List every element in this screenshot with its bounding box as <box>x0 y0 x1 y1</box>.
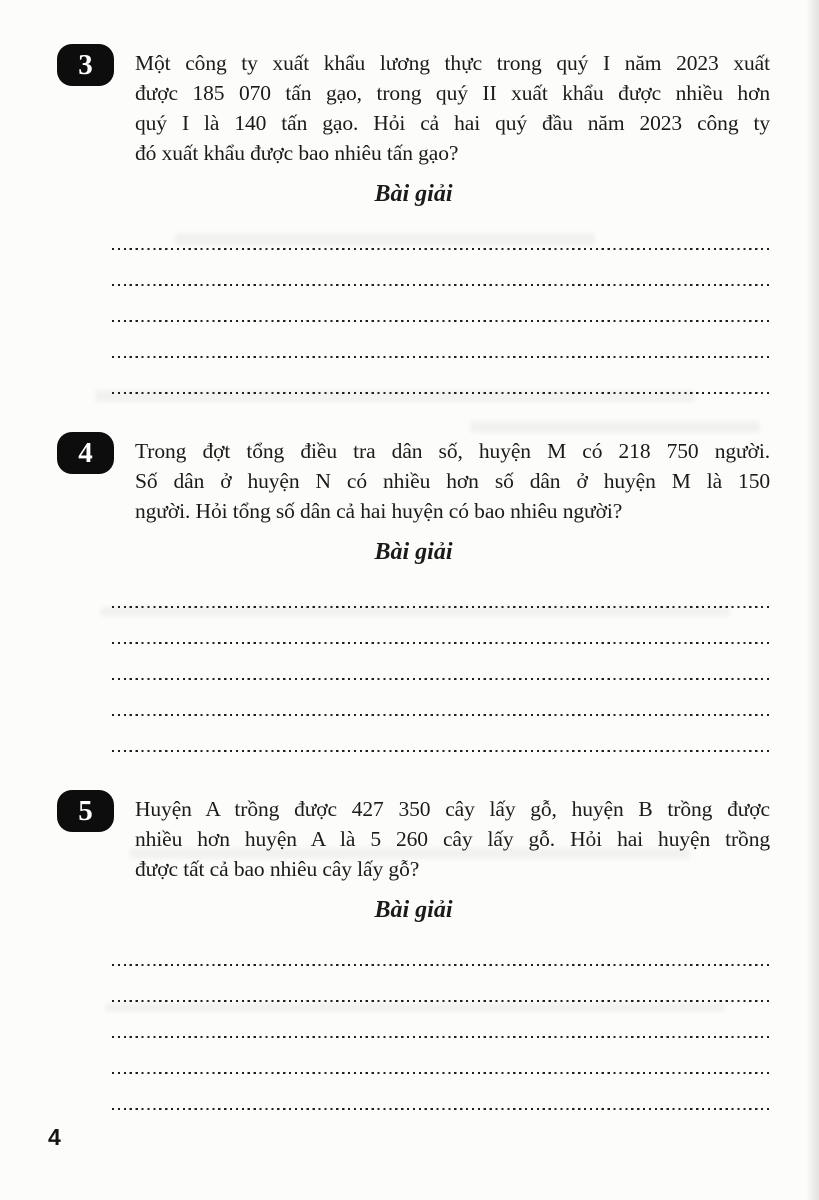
answer-line <box>112 608 770 644</box>
problem-text-line: Số dân ở huyện N có nhiều hơn số dân ở huyện M là 150 <box>135 469 770 493</box>
answer-line <box>112 1074 770 1110</box>
answer-line <box>112 322 770 358</box>
problem-text-line: Huyện A trồng được 427 350 cây lấy gỗ, huyện B trồng được <box>135 797 770 821</box>
solution-heading: Bài giải <box>374 539 453 565</box>
answer-line <box>112 966 770 1002</box>
problem-text-line: người. Hỏi tổng số dân cả hai huyện có bao nhiêu người? <box>135 499 623 523</box>
problem-3 <box>57 42 770 394</box>
answer-line <box>112 572 770 608</box>
solution-heading: Bài giải <box>374 181 453 207</box>
answer-line <box>112 1038 770 1074</box>
answer-line <box>112 286 770 322</box>
answer-line <box>112 644 770 680</box>
problem-text-line: Trong đợt tổng điều tra dân số, huyện M có 218 750 người. <box>135 439 770 463</box>
answer-line <box>112 680 770 716</box>
problem-text-line: được tất cả bao nhiêu cây lấy gỗ? <box>135 857 420 881</box>
problem-text-line: đó xuất khẩu được bao nhiêu tấn gạo? <box>135 141 459 165</box>
scan-edge-shadow <box>805 0 819 1200</box>
answer-lines <box>112 214 770 394</box>
solution-heading: Bài giải <box>374 897 453 923</box>
problem-number-badge: 4 <box>57 432 114 474</box>
answer-line <box>112 358 770 394</box>
answer-lines <box>112 572 770 752</box>
problem-number-badge: 5 <box>57 790 114 832</box>
problem-number-badge: 3 <box>57 44 114 86</box>
answer-line <box>112 250 770 286</box>
problem-text-line: quý I là 140 tấn gạo. Hỏi cả hai quý đầu năm 2023 công ty <box>135 111 770 135</box>
problem-text-line: được 185 070 tấn gạo, trong quý II xuất khẩu được nhiều hơn <box>135 81 770 105</box>
answer-line <box>112 214 770 250</box>
problem-statement <box>135 48 770 168</box>
answer-lines <box>112 930 770 1110</box>
answer-line <box>112 716 770 752</box>
answer-line <box>112 930 770 966</box>
page-number: 4 <box>48 1124 61 1150</box>
answer-line <box>112 1002 770 1038</box>
problem-statement <box>135 794 770 884</box>
problem-text-line: nhiều hơn huyện A là 5 260 cây lấy gỗ. Hỏi hai huyện trồng <box>135 827 770 851</box>
problem-5 <box>57 788 770 1110</box>
problem-4 <box>57 430 770 752</box>
problem-statement <box>135 436 770 526</box>
problem-text-line: Một công ty xuất khẩu lương thực trong quý I năm 2023 xuất <box>135 51 770 75</box>
